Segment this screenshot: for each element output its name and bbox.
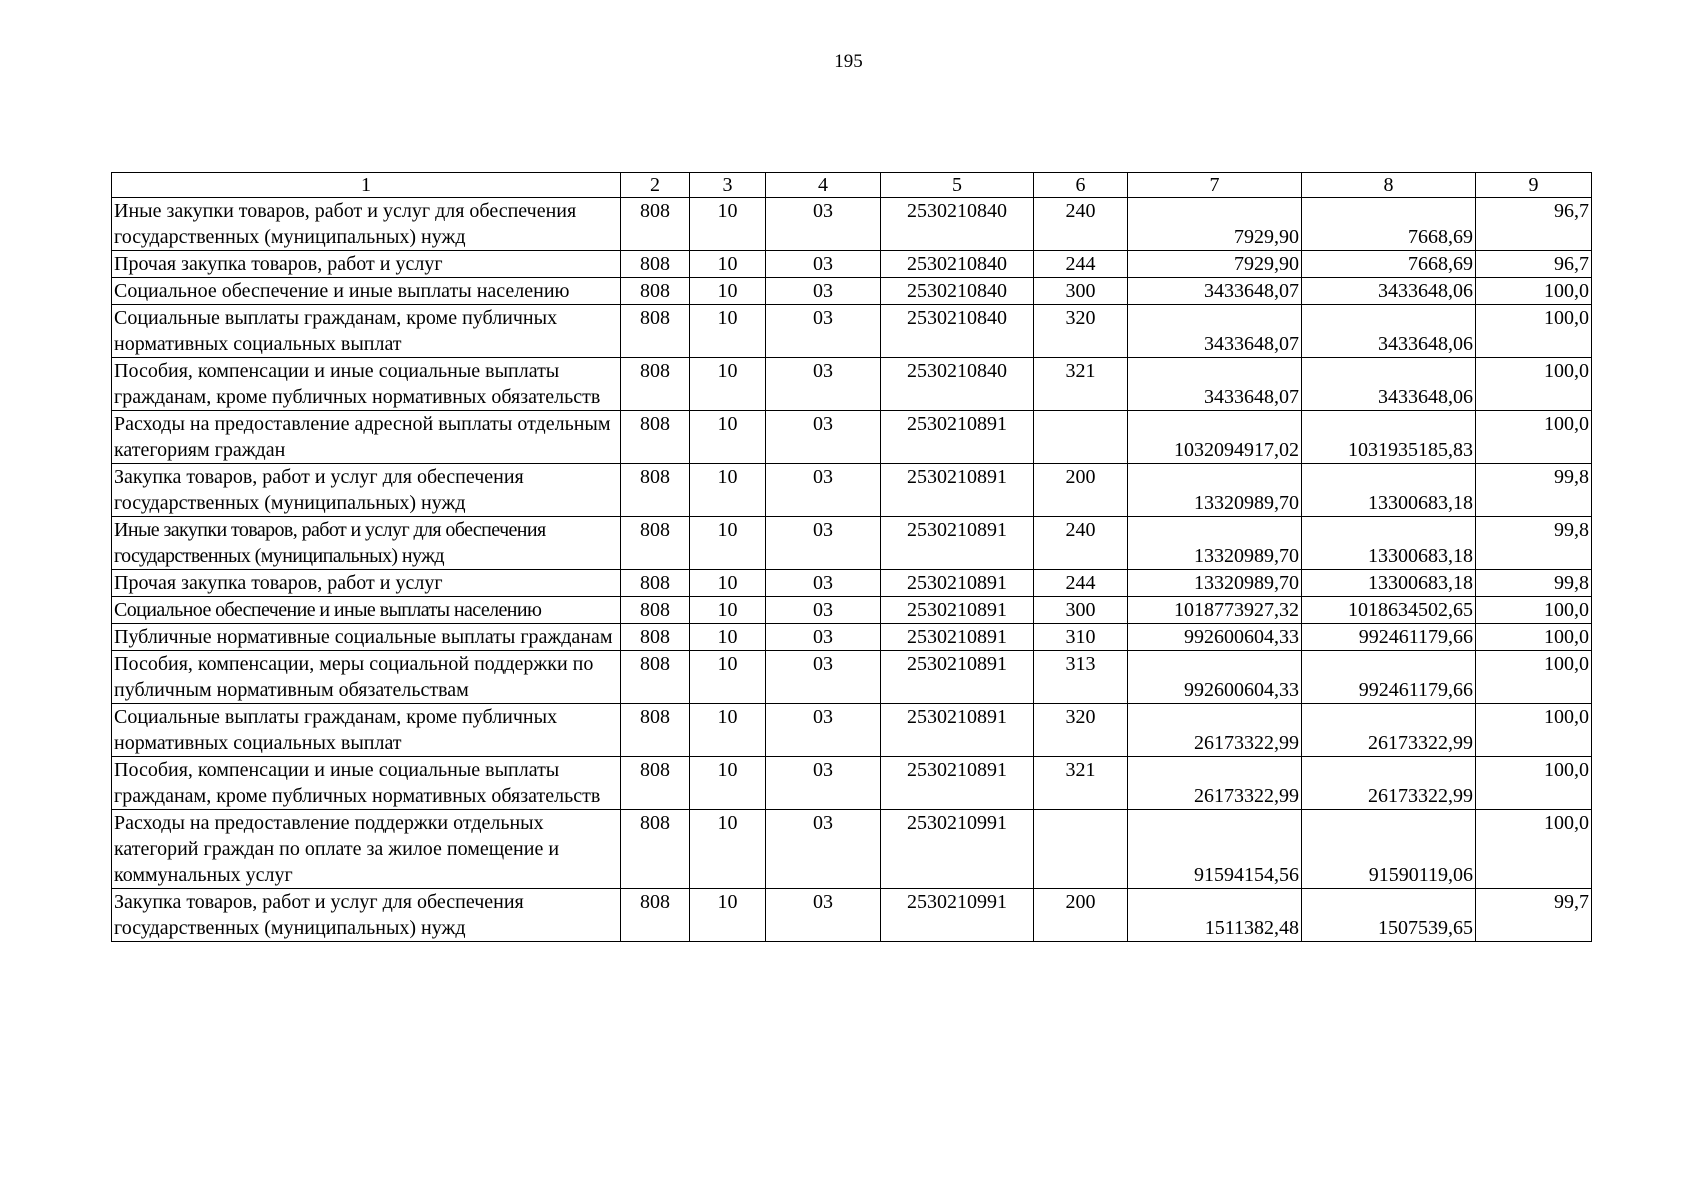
cell-subsection: 03 bbox=[766, 198, 881, 251]
row-name-cell: Социальные выплаты гражданам, кроме публичных нормативных социальных выплат bbox=[112, 704, 621, 757]
cell-executed: 91590119,06 bbox=[1302, 810, 1476, 889]
cell-target-article: 2530210891 bbox=[881, 704, 1034, 757]
cell-percent: 100,0 bbox=[1476, 411, 1592, 464]
cell-executed: 26173322,99 bbox=[1302, 704, 1476, 757]
table-row bbox=[112, 889, 1592, 942]
cell-expense-type: 240 bbox=[1034, 517, 1128, 570]
cell-section: 10 bbox=[690, 651, 766, 704]
cell-planned: 26173322,99 bbox=[1128, 704, 1302, 757]
table-row bbox=[112, 358, 1592, 411]
cell-planned: 1032094917,02 bbox=[1128, 411, 1302, 464]
cell-grbs: 808 bbox=[621, 358, 690, 411]
cell-section: 10 bbox=[690, 305, 766, 358]
cell-percent: 100,0 bbox=[1476, 624, 1592, 651]
cell-percent: 99,7 bbox=[1476, 889, 1592, 942]
cell-percent: 99,8 bbox=[1476, 570, 1592, 597]
cell-planned: 13320989,70 bbox=[1128, 517, 1302, 570]
header-cell: 6 bbox=[1034, 173, 1128, 198]
cell-grbs: 808 bbox=[621, 757, 690, 810]
cell-executed: 26173322,99 bbox=[1302, 757, 1476, 810]
cell-grbs: 808 bbox=[621, 305, 690, 358]
cell-expense-type bbox=[1034, 810, 1128, 889]
cell-executed: 992461179,66 bbox=[1302, 624, 1476, 651]
cell-planned: 3433648,07 bbox=[1128, 305, 1302, 358]
cell-target-article: 2530210891 bbox=[881, 464, 1034, 517]
cell-expense-type: 200 bbox=[1034, 464, 1128, 517]
cell-planned: 13320989,70 bbox=[1128, 464, 1302, 517]
cell-target-article: 2530210991 bbox=[881, 889, 1034, 942]
cell-grbs: 808 bbox=[621, 810, 690, 889]
cell-subsection: 03 bbox=[766, 305, 881, 358]
row-name-cell: Закупка товаров, работ и услуг для обеспечения государственных (муниципальных) нужд bbox=[112, 889, 621, 942]
cell-section: 10 bbox=[690, 278, 766, 305]
cell-grbs: 808 bbox=[621, 251, 690, 278]
cell-planned: 1018773927,32 bbox=[1128, 597, 1302, 624]
cell-executed: 7668,69 bbox=[1302, 198, 1476, 251]
cell-section: 10 bbox=[690, 624, 766, 651]
cell-target-article: 2530210840 bbox=[881, 251, 1034, 278]
cell-expense-type: 310 bbox=[1034, 624, 1128, 651]
row-name-cell: Прочая закупка товаров, работ и услуг bbox=[112, 251, 621, 278]
cell-subsection: 03 bbox=[766, 624, 881, 651]
cell-target-article: 2530210891 bbox=[881, 411, 1034, 464]
cell-expense-type: 320 bbox=[1034, 305, 1128, 358]
table-row bbox=[112, 278, 1592, 305]
cell-expense-type: 313 bbox=[1034, 651, 1128, 704]
cell-percent: 100,0 bbox=[1476, 810, 1592, 889]
table-row bbox=[112, 517, 1592, 570]
table-header-row bbox=[112, 173, 1592, 198]
cell-target-article: 2530210991 bbox=[881, 810, 1034, 889]
cell-planned: 13320989,70 bbox=[1128, 570, 1302, 597]
cell-executed: 3433648,06 bbox=[1302, 278, 1476, 305]
cell-expense-type: 244 bbox=[1034, 570, 1128, 597]
cell-percent: 100,0 bbox=[1476, 651, 1592, 704]
cell-section: 10 bbox=[690, 757, 766, 810]
cell-executed: 992461179,66 bbox=[1302, 651, 1476, 704]
cell-expense-type: 200 bbox=[1034, 889, 1128, 942]
cell-percent: 100,0 bbox=[1476, 278, 1592, 305]
table-row bbox=[112, 198, 1592, 251]
cell-subsection: 03 bbox=[766, 570, 881, 597]
row-name-cell: Публичные нормативные социальные выплаты гражданам bbox=[112, 624, 621, 651]
cell-grbs: 808 bbox=[621, 570, 690, 597]
cell-section: 10 bbox=[690, 517, 766, 570]
cell-target-article: 2530210891 bbox=[881, 624, 1034, 651]
cell-percent: 100,0 bbox=[1476, 358, 1592, 411]
budget-table bbox=[111, 172, 1592, 942]
cell-target-article: 2530210840 bbox=[881, 305, 1034, 358]
table-row bbox=[112, 251, 1592, 278]
row-name-cell: Расходы на предоставление адресной выплаты отдельным категориям граждан bbox=[112, 411, 621, 464]
cell-percent: 100,0 bbox=[1476, 305, 1592, 358]
cell-section: 10 bbox=[690, 704, 766, 757]
cell-executed: 13300683,18 bbox=[1302, 517, 1476, 570]
cell-target-article: 2530210840 bbox=[881, 198, 1034, 251]
cell-planned: 1511382,48 bbox=[1128, 889, 1302, 942]
row-name-cell: Социальные выплаты гражданам, кроме публичных нормативных социальных выплат bbox=[112, 305, 621, 358]
row-name-cell: Иные закупки товаров, работ и услуг для обеспечения государственных (муниципальных) нужд bbox=[112, 517, 621, 570]
cell-executed: 7668,69 bbox=[1302, 251, 1476, 278]
cell-percent: 99,8 bbox=[1476, 464, 1592, 517]
cell-subsection: 03 bbox=[766, 251, 881, 278]
row-name-cell: Расходы на предоставление поддержки отдельных категорий граждан по оплате за жилое помещение и коммунальных услуг bbox=[112, 810, 621, 889]
cell-percent: 96,7 bbox=[1476, 198, 1592, 251]
cell-target-article: 2530210891 bbox=[881, 651, 1034, 704]
cell-subsection: 03 bbox=[766, 411, 881, 464]
cell-executed: 1507539,65 bbox=[1302, 889, 1476, 942]
cell-section: 10 bbox=[690, 251, 766, 278]
cell-expense-type: 300 bbox=[1034, 278, 1128, 305]
header-cell: 8 bbox=[1302, 173, 1476, 198]
cell-section: 10 bbox=[690, 464, 766, 517]
table-row bbox=[112, 305, 1592, 358]
table-row bbox=[112, 704, 1592, 757]
header-cell: 7 bbox=[1128, 173, 1302, 198]
cell-planned: 91594154,56 bbox=[1128, 810, 1302, 889]
table-row bbox=[112, 810, 1592, 889]
cell-target-article: 2530210891 bbox=[881, 597, 1034, 624]
cell-expense-type: 320 bbox=[1034, 704, 1128, 757]
cell-subsection: 03 bbox=[766, 358, 881, 411]
cell-percent: 100,0 bbox=[1476, 704, 1592, 757]
table-row bbox=[112, 570, 1592, 597]
cell-grbs: 808 bbox=[621, 278, 690, 305]
row-name-cell: Пособия, компенсации, меры социальной поддержки по публичным нормативным обязательствам bbox=[112, 651, 621, 704]
cell-expense-type: 240 bbox=[1034, 198, 1128, 251]
cell-planned: 7929,90 bbox=[1128, 198, 1302, 251]
cell-expense-type: 300 bbox=[1034, 597, 1128, 624]
row-name-cell: Пособия, компенсации и иные социальные выплаты гражданам, кроме публичных нормативных обязательств bbox=[112, 757, 621, 810]
cell-executed: 1031935185,83 bbox=[1302, 411, 1476, 464]
cell-expense-type: 321 bbox=[1034, 757, 1128, 810]
cell-grbs: 808 bbox=[621, 704, 690, 757]
cell-executed: 13300683,18 bbox=[1302, 464, 1476, 517]
cell-executed: 1018634502,65 bbox=[1302, 597, 1476, 624]
cell-section: 10 bbox=[690, 198, 766, 251]
cell-grbs: 808 bbox=[621, 624, 690, 651]
cell-section: 10 bbox=[690, 411, 766, 464]
cell-subsection: 03 bbox=[766, 464, 881, 517]
row-name-cell: Иные закупки товаров, работ и услуг для обеспечения государственных (муниципальных) нужд bbox=[112, 198, 621, 251]
cell-subsection: 03 bbox=[766, 651, 881, 704]
cell-expense-type bbox=[1034, 411, 1128, 464]
cell-section: 10 bbox=[690, 889, 766, 942]
cell-planned: 992600604,33 bbox=[1128, 624, 1302, 651]
cell-section: 10 bbox=[690, 570, 766, 597]
cell-executed: 3433648,06 bbox=[1302, 305, 1476, 358]
header-cell: 1 bbox=[112, 173, 621, 198]
cell-subsection: 03 bbox=[766, 597, 881, 624]
cell-percent: 100,0 bbox=[1476, 757, 1592, 810]
cell-target-article: 2530210840 bbox=[881, 358, 1034, 411]
row-name-cell: Прочая закупка товаров, работ и услуг bbox=[112, 570, 621, 597]
cell-planned: 3433648,07 bbox=[1128, 278, 1302, 305]
table-row bbox=[112, 411, 1592, 464]
cell-grbs: 808 bbox=[621, 889, 690, 942]
row-name-cell: Социальное обеспечение и иные выплаты населению bbox=[112, 278, 621, 305]
cell-subsection: 03 bbox=[766, 278, 881, 305]
cell-subsection: 03 bbox=[766, 810, 881, 889]
cell-planned: 7929,90 bbox=[1128, 251, 1302, 278]
cell-expense-type: 321 bbox=[1034, 358, 1128, 411]
cell-subsection: 03 bbox=[766, 704, 881, 757]
cell-percent: 99,8 bbox=[1476, 517, 1592, 570]
cell-grbs: 808 bbox=[621, 597, 690, 624]
cell-grbs: 808 bbox=[621, 517, 690, 570]
header-cell: 9 bbox=[1476, 173, 1592, 198]
cell-grbs: 808 bbox=[621, 198, 690, 251]
cell-planned: 992600604,33 bbox=[1128, 651, 1302, 704]
row-name-cell: Социальное обеспечение и иные выплаты населению bbox=[112, 597, 621, 624]
row-name-cell: Закупка товаров, работ и услуг для обеспечения государственных (муниципальных) нужд bbox=[112, 464, 621, 517]
cell-section: 10 bbox=[690, 358, 766, 411]
cell-subsection: 03 bbox=[766, 889, 881, 942]
cell-target-article: 2530210891 bbox=[881, 757, 1034, 810]
cell-target-article: 2530210891 bbox=[881, 517, 1034, 570]
table-row bbox=[112, 624, 1592, 651]
cell-percent: 100,0 bbox=[1476, 597, 1592, 624]
cell-section: 10 bbox=[690, 810, 766, 889]
cell-planned: 3433648,07 bbox=[1128, 358, 1302, 411]
cell-executed: 3433648,06 bbox=[1302, 358, 1476, 411]
cell-percent: 96,7 bbox=[1476, 251, 1592, 278]
cell-target-article: 2530210891 bbox=[881, 570, 1034, 597]
table-row bbox=[112, 597, 1592, 624]
cell-section: 10 bbox=[690, 597, 766, 624]
cell-planned: 26173322,99 bbox=[1128, 757, 1302, 810]
cell-grbs: 808 bbox=[621, 411, 690, 464]
header-cell: 5 bbox=[881, 173, 1034, 198]
table-row bbox=[112, 464, 1592, 517]
header-cell: 3 bbox=[690, 173, 766, 198]
row-name-cell: Пособия, компенсации и иные социальные выплаты гражданам, кроме публичных нормативных обязательств bbox=[112, 358, 621, 411]
cell-grbs: 808 bbox=[621, 651, 690, 704]
cell-target-article: 2530210840 bbox=[881, 278, 1034, 305]
cell-executed: 13300683,18 bbox=[1302, 570, 1476, 597]
cell-subsection: 03 bbox=[766, 517, 881, 570]
page-number: 195 bbox=[834, 51, 863, 72]
cell-expense-type: 244 bbox=[1034, 251, 1128, 278]
table-row bbox=[112, 757, 1592, 810]
cell-subsection: 03 bbox=[766, 757, 881, 810]
header-cell: 4 bbox=[766, 173, 881, 198]
table-row bbox=[112, 651, 1592, 704]
cell-grbs: 808 bbox=[621, 464, 690, 517]
header-cell: 2 bbox=[621, 173, 690, 198]
